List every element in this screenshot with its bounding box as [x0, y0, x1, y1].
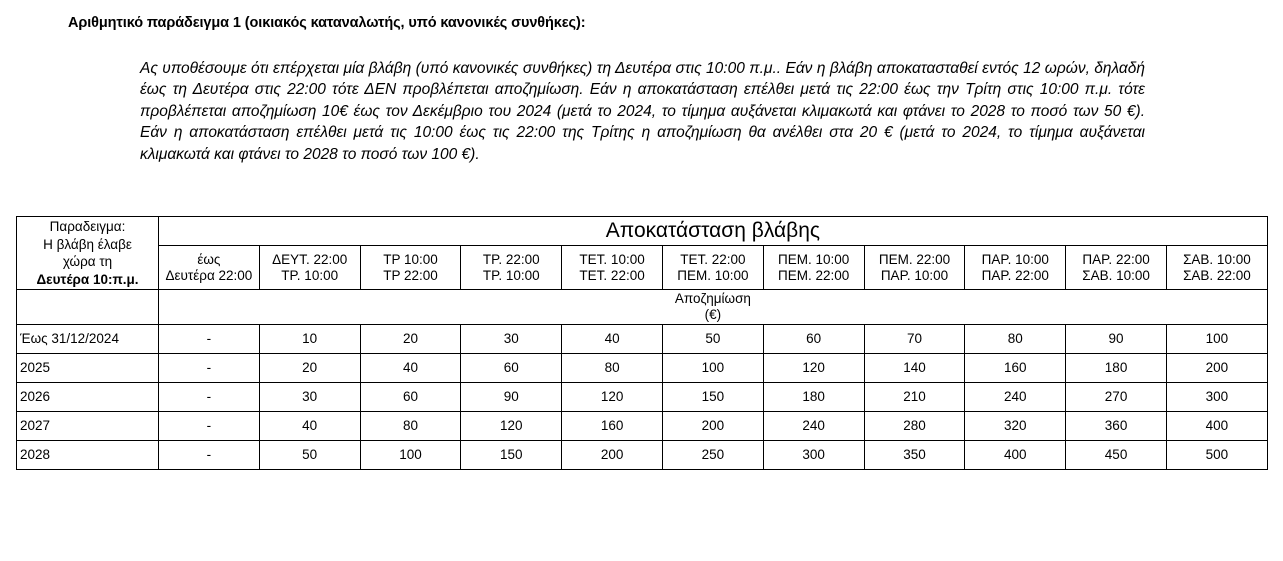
table-row: [17, 325, 1268, 354]
table-row: [17, 354, 1268, 383]
column-header-0: [159, 246, 260, 290]
cell-r0-c1: 10: [259, 325, 360, 354]
table-title-cell: Αποκατάσταση βλάβης: [159, 217, 1268, 246]
compensation-label-row: [17, 290, 1268, 325]
compensation-label-line-1: Αποζημίωση: [674, 291, 751, 306]
cell-r1-c6: 120: [763, 354, 864, 383]
column-header-1-line-1: ΔΕΥΤ. 22:00: [272, 251, 348, 267]
column-header-8: [965, 246, 1066, 290]
cell-r4-c0: -: [159, 441, 260, 470]
cell-r0-c3: 30: [461, 325, 562, 354]
column-header-3: [461, 246, 562, 290]
cell-r1-c9: 180: [1066, 354, 1167, 383]
column-header-8-line-1: ΠΑΡ. 10:00: [981, 251, 1049, 267]
cell-r1-c2: 40: [360, 354, 461, 383]
cell-r2-c6: 180: [763, 383, 864, 412]
example-header-line-3: χώρα τη: [62, 254, 113, 269]
column-header-3-line-1: ΤΡ. 22:00: [482, 251, 540, 267]
cell-r1-c4: 80: [562, 354, 663, 383]
cell-r0-c8: 80: [965, 325, 1066, 354]
column-header-4-line-1: ΤΕΤ. 10:00: [579, 251, 645, 267]
cell-r0-c9: 90: [1066, 325, 1167, 354]
column-header-6-line-1: ΠΕΜ. 10:00: [778, 251, 850, 267]
table-row: [17, 412, 1268, 441]
column-header-0-line-1: έως: [197, 251, 221, 267]
cell-r4-c4: 200: [562, 441, 663, 470]
cell-r3-c1: 40: [259, 412, 360, 441]
row-label-3: 2027: [17, 412, 159, 441]
column-header-6-line-2: ΠΕΜ. 22:00: [778, 267, 850, 283]
column-header-2: [360, 246, 461, 290]
column-header-10-line-2: ΣΑΒ. 22:00: [1183, 267, 1251, 283]
column-header-1-line-2: ΤΡ. 10:00: [281, 267, 339, 283]
table-column-headers-row: [17, 246, 1268, 290]
cell-r3-c0: -: [159, 412, 260, 441]
column-header-1: [259, 246, 360, 290]
cell-r4-c3: 150: [461, 441, 562, 470]
table-row: [17, 441, 1268, 470]
cell-r0-c5: 50: [662, 325, 763, 354]
cell-r3-c5: 200: [662, 412, 763, 441]
cell-r3-c7: 280: [864, 412, 965, 441]
column-header-6: [763, 246, 864, 290]
cell-r2-c0: -: [159, 383, 260, 412]
cell-r4-c2: 100: [360, 441, 461, 470]
cell-r0-c0: -: [159, 325, 260, 354]
column-header-7: [864, 246, 965, 290]
column-header-8-line-2: ΠΑΡ. 22:00: [981, 267, 1049, 283]
cell-r2-c8: 240: [965, 383, 1066, 412]
table-header-title-row: [17, 217, 1268, 246]
cell-r2-c2: 60: [360, 383, 461, 412]
cell-r1-c0: -: [159, 354, 260, 383]
column-header-5: [662, 246, 763, 290]
column-header-9-line-1: ΠΑΡ. 22:00: [1082, 251, 1150, 267]
cell-r3-c3: 120: [461, 412, 562, 441]
compensation-label-line-2: (€): [704, 307, 722, 322]
cell-r0-c4: 40: [562, 325, 663, 354]
cell-r1-c10: 200: [1166, 354, 1267, 383]
cell-r4-c8: 400: [965, 441, 1066, 470]
row-label-4: 2028: [17, 441, 159, 470]
column-header-7-line-2: ΠΑΡ. 10:00: [880, 267, 949, 283]
cell-r3-c9: 360: [1066, 412, 1167, 441]
column-header-3-line-2: ΤΡ. 10:00: [482, 267, 540, 283]
compensation-table-wrapper: [16, 216, 1267, 470]
cell-r4-c7: 350: [864, 441, 965, 470]
cell-r4-c5: 250: [662, 441, 763, 470]
column-header-10-line-1: ΣΑΒ. 10:00: [1183, 251, 1251, 267]
example-header-line-4: Δευτέρα 10:π.μ.: [36, 271, 139, 287]
cell-r4-c10: 500: [1166, 441, 1267, 470]
compensation-label-cell: [159, 290, 1268, 325]
cell-r2-c10: 300: [1166, 383, 1267, 412]
cell-r2-c3: 90: [461, 383, 562, 412]
cell-r1-c3: 60: [461, 354, 562, 383]
column-header-0-line-2: Δευτέρα 22:00: [165, 267, 253, 283]
cell-r4-c1: 50: [259, 441, 360, 470]
cell-r1-c1: 20: [259, 354, 360, 383]
column-header-4: [562, 246, 663, 290]
example-header-line-1: Παραδειγμα:: [49, 219, 126, 234]
cell-r2-c4: 120: [562, 383, 663, 412]
cell-r2-c1: 30: [259, 383, 360, 412]
column-header-2-line-1: ΤΡ 10:00: [383, 251, 438, 267]
cell-r0-c2: 20: [360, 325, 461, 354]
row-label-1: 2025: [17, 354, 159, 383]
example-header-cell: [17, 217, 159, 290]
cell-r3-c8: 320: [965, 412, 1066, 441]
compensation-row-empty-cell: [17, 290, 159, 325]
cell-r1-c8: 160: [965, 354, 1066, 383]
cell-r2-c9: 270: [1066, 383, 1167, 412]
cell-r0-c10: 100: [1166, 325, 1267, 354]
row-label-0: Έως 31/12/2024: [17, 325, 159, 354]
column-header-9: [1066, 246, 1167, 290]
column-header-7-line-1: ΠΕΜ. 22:00: [878, 251, 951, 267]
column-header-4-line-2: ΤΕΤ. 22:00: [579, 267, 645, 283]
cell-r0-c7: 70: [864, 325, 965, 354]
column-header-5-line-1: ΤΕΤ. 22:00: [680, 251, 746, 267]
cell-r3-c10: 400: [1166, 412, 1267, 441]
cell-r1-c5: 100: [662, 354, 763, 383]
cell-r3-c2: 80: [360, 412, 461, 441]
cell-r0-c6: 60: [763, 325, 864, 354]
cell-r3-c4: 160: [562, 412, 663, 441]
page-title: Αριθμητικό παράδειγμα 1 (οικιακός καταναλωτής, υπό κανονικές συνθήκες):: [68, 15, 586, 31]
cell-r3-c6: 240: [763, 412, 864, 441]
table-row: [17, 383, 1268, 412]
example-description-paragraph: Ας υποθέσουμε ότι επέρχεται μία βλάβη (υπό κανονικές συνθήκες) τη Δευτέρα στις 10:00 π.μ.. Εάν η βλάβη αποκατασταθεί εντός 12 ωρών, δηλαδή έως τη Δευτέρα στις 22:00 τότε ΔΕΝ προβλέπεται αποζημίωση. Εάν η αποκατάσταση επέλθει μετά τις 22:00 έως την Τρίτη στις 10:00 π.μ. τότε προβλέπεται αποζημίωση 10€ έως τον Δεκέμβριο του 2024 (μετά το 2024, το τίμημα αυξάνεται κλιμακωτά και φτάνει το 2028 το ποσό των 50 €). Εάν η αποκατάσταση επέλθει μετά τις 10:00 έως τις 22:00 της Τρίτης η αποζημίωση θα ανέλθει στα 20 € (μετά το 2024, το τίμημα αυξάνεται κλιμακωτά και φτάνει το 2028 το ποσό των 100 €).: [140, 60, 1145, 163]
cell-r4-c6: 300: [763, 441, 864, 470]
compensation-table: [16, 216, 1268, 470]
row-label-2: 2026: [17, 383, 159, 412]
column-header-9-line-2: ΣΑΒ. 10:00: [1082, 267, 1150, 283]
column-header-5-line-2: ΠΕΜ. 10:00: [677, 267, 749, 283]
cell-r4-c9: 450: [1066, 441, 1167, 470]
cell-r1-c7: 140: [864, 354, 965, 383]
cell-r2-c5: 150: [662, 383, 763, 412]
column-header-10: [1166, 246, 1267, 290]
cell-r2-c7: 210: [864, 383, 965, 412]
column-header-2-line-2: ΤΡ 22:00: [383, 267, 438, 283]
example-header-line-2: Η βλάβη έλαβε: [43, 236, 132, 252]
